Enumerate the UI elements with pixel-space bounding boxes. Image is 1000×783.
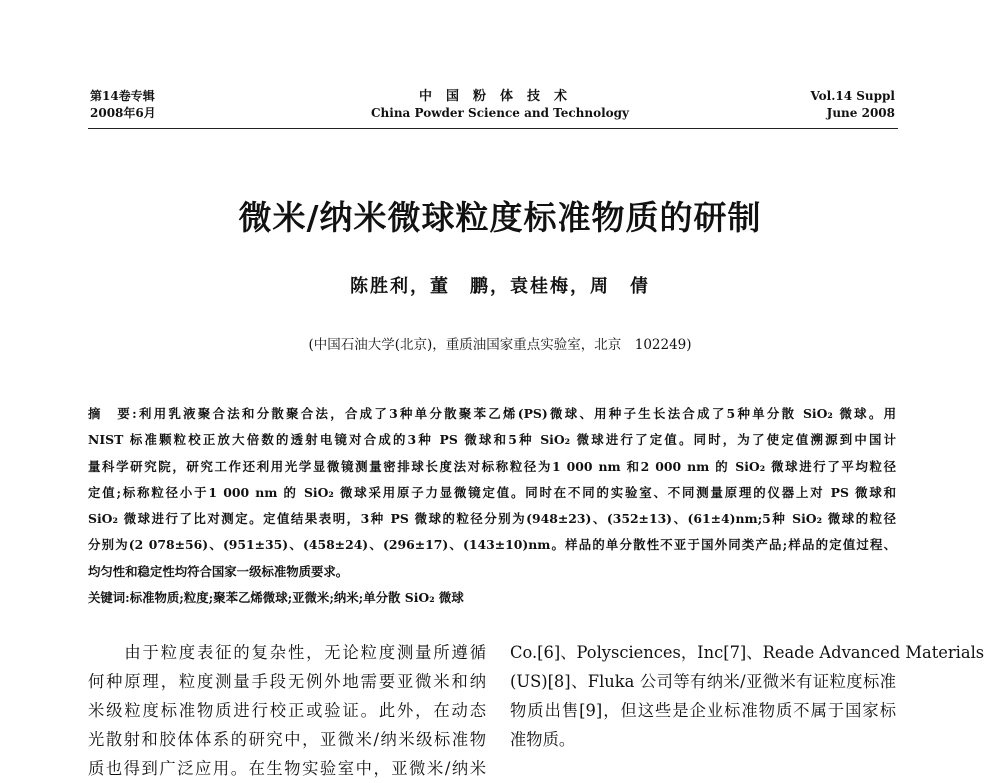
abstract-line: SiO₂ 微球进行了比对测定。定值结果表明，3种 PS 微球的粒径分别为(948±23)、(352±13)、(61±4)nm;5种 SiO₂ 微球的粒径	[88, 511, 896, 527]
affiliation: (中国石油大学(北京)，重质油国家重点实验室，北京 102249)	[308, 337, 692, 353]
body-line: 何种原理，粒度测量手段无例外地需要亚微米和纳	[88, 672, 486, 691]
abstract-line: 摘 要:利用乳液聚合法和分散聚合法，合成了3种单分散聚苯乙烯(PS)微球、用种子生长法合成了5种单分散 SiO₂ 微球。用	[88, 406, 896, 421]
date-label: 2008年6月	[90, 106, 156, 120]
body-line: 质也得到广泛应用。在生物实验室中，亚微米/纳米	[88, 759, 486, 778]
abstract-line: NIST 标准颗粒校正放大倍数的透射电镜对合成的3种 PS 微球和5种 SiO₂ 微球进行了定值。同时，为了使定值溯源到中国计	[88, 432, 896, 448]
volume-label: 第14卷专辑	[90, 89, 155, 103]
body-line: Co.[6]、Polysciences，Inc[7]、Reade Advanced Materials	[510, 643, 985, 662]
authors: 陈胜利，董 鹏，袁桂梅，周 倩	[350, 276, 650, 297]
date-label-en: June 2008	[826, 106, 895, 120]
body-line: 米级粒度标准物质进行校正或验证。此外，在动态	[88, 701, 486, 720]
abstract-line: 量科学研究院，研究工作还利用光学显微镜测量密排球长度法对标称粒径为1 000 nm 和2 000 nm 的 SiO₂ 微球进行了平均粒径	[88, 458, 896, 474]
body-column-left	[88, 638, 486, 783]
body-line: (US)[8]、Fluka 公司等有纳米/亚微米有证粒度标准	[510, 672, 896, 691]
body-line: 由于粒度表征的复杂性，无论粒度测量所遵循	[88, 643, 486, 662]
body-line: 光散射和胶体体系的研究中，亚微米/纳米级标准物	[88, 730, 486, 749]
abstract-line: 均匀性和稳定性均符合国家一级标准物质要求。	[88, 563, 349, 579]
header-rule	[88, 128, 898, 129]
body-line: 准物质。	[510, 730, 576, 749]
journal-volume-info-en	[810, 88, 895, 122]
journal-title-cn: 中国粉体技术	[418, 89, 581, 104]
body-column-right	[510, 638, 985, 754]
abstract	[88, 401, 896, 611]
volume-label-en: Vol.14 Suppl	[810, 89, 895, 103]
abstract-line: 定值;标称粒径小于1 000 nm 的 SiO₂ 微球采用原子力显微镜定值。同时在不同的实验室、不同测量原理的仪器上对 PS 微球和	[88, 484, 896, 500]
paper-title: 微米/纳米微球粒度标准物质的研制	[238, 198, 762, 237]
body-line: 物质出售[9]，但这些是企业标准物质不属于国家标	[510, 701, 896, 720]
keywords: 关键词:标准物质;粒度;聚苯乙烯微球;亚微米;纳米;单分散 SiO₂ 微球	[88, 590, 464, 606]
abstract-line: 分别为(2 078±56)、(951±35)、(458±24)、(296±17)、(143±10)nm。样品的单分散性不亚于国外同类产品;样品的定值过程、	[88, 537, 896, 553]
journal-title-en: China Powder Science and Technology	[370, 106, 630, 120]
